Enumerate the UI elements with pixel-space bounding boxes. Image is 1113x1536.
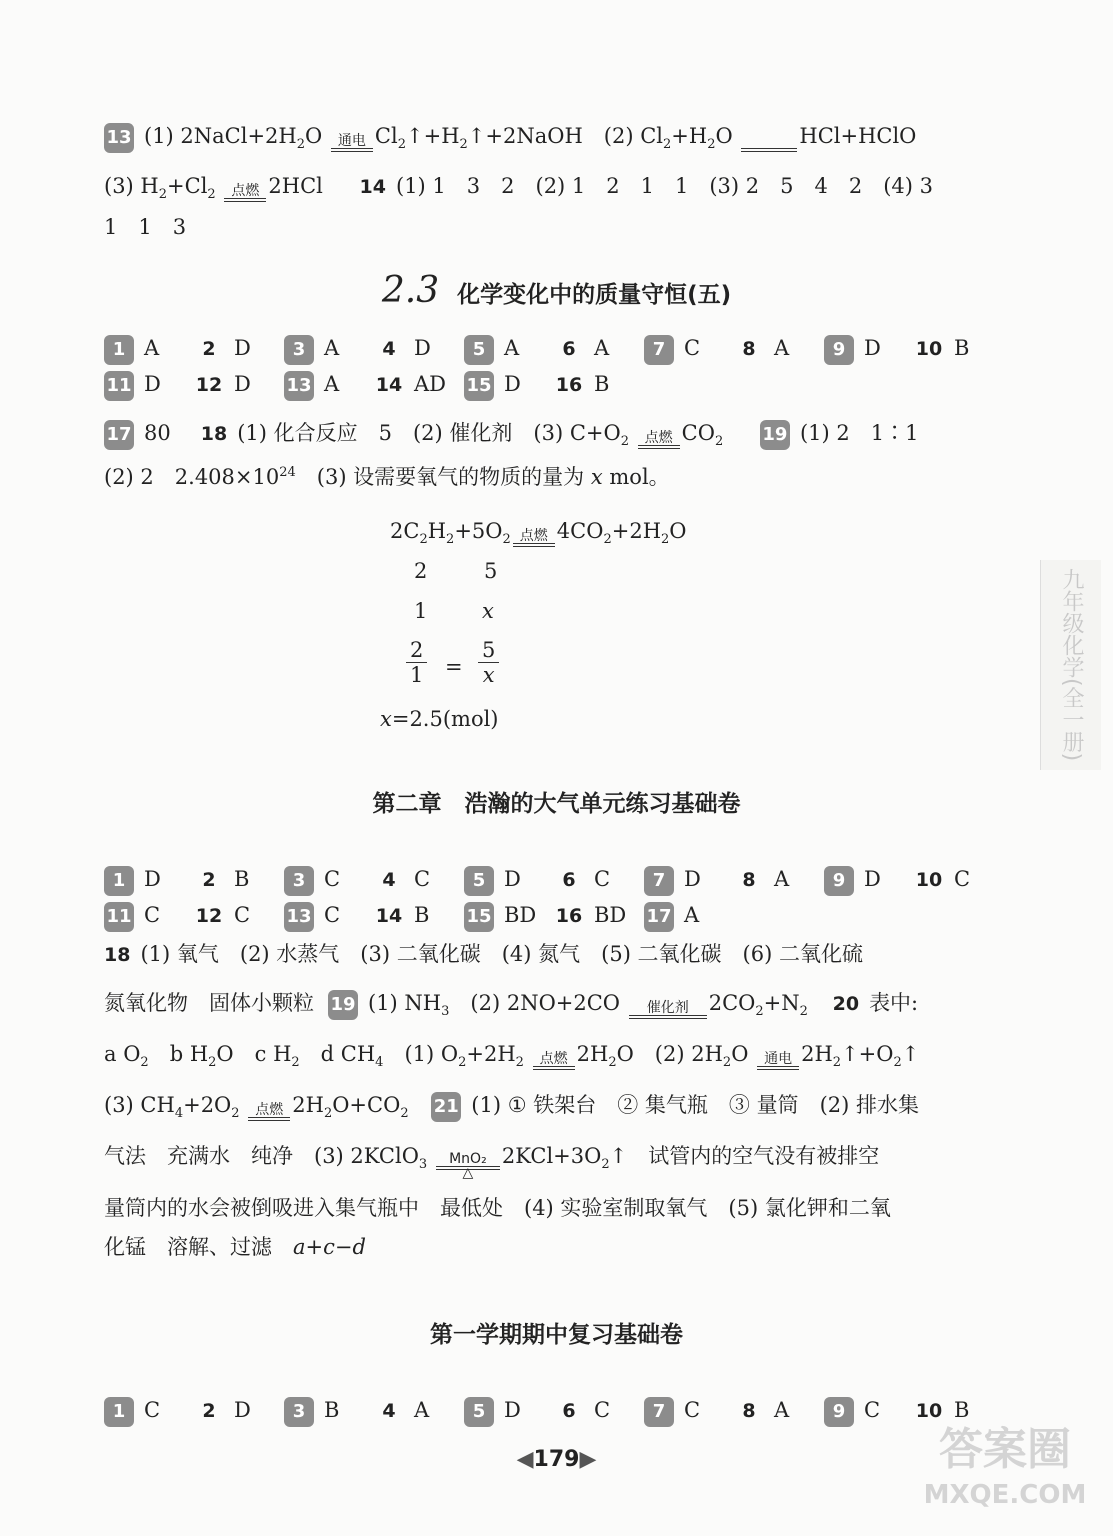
answer-cell	[824, 333, 914, 365]
answer-cell	[194, 900, 284, 931]
answer-cell	[374, 900, 464, 931]
answer-cell	[194, 369, 284, 400]
answer-choice: C	[684, 336, 701, 360]
answer-cell	[374, 333, 464, 364]
answer-choice: C	[144, 1398, 161, 1422]
answer-choice: A	[144, 336, 160, 360]
question-number: 16	[555, 374, 583, 396]
answer-cell	[644, 900, 734, 932]
question-badge: 7	[644, 1397, 674, 1427]
answer-choice: D	[864, 867, 881, 891]
question-badge: 5	[464, 335, 494, 365]
answer-line: 17 80 18 (1) 化合反应 5 (2) 催化剂 (3) $C+O_2$ 点燃 $CO_2$ 19 (1) 2 1∶1	[104, 418, 918, 457]
answer-choice: D	[234, 1398, 251, 1422]
answer-line: 18 (1) 氧气 (2) 水蒸气 (3) 二氧化碳 (4) 氮气 (5) 二氧化碳 (6) 二氧化硫	[104, 942, 863, 966]
question-badge: 3	[284, 335, 314, 365]
question-number: 8	[742, 338, 756, 360]
answer-choice: C	[234, 903, 251, 927]
calc-ratio-val-b: x	[482, 599, 494, 623]
question-number: 12	[195, 374, 223, 396]
answer-cell	[464, 1395, 554, 1427]
answer-cell	[374, 369, 464, 400]
answer-choice: C	[594, 867, 611, 891]
answer-cell	[194, 333, 284, 364]
answer-cell	[734, 1395, 824, 1426]
answer-choice: A	[684, 903, 700, 927]
triangle-right-icon: ▶	[579, 1447, 597, 1472]
answer-cell	[554, 369, 644, 400]
question-badge: 9	[824, 335, 854, 365]
question-badge: 3	[284, 1397, 314, 1427]
answer-line: 1 1 3	[104, 215, 187, 239]
question-number: 10	[915, 338, 943, 360]
answer-cell	[644, 1395, 734, 1427]
reaction-condition: 点燃	[533, 1052, 575, 1078]
answer-row	[104, 900, 734, 932]
fraction-left: $\frac{2}{1}$	[406, 638, 427, 687]
question-number: 6	[562, 869, 576, 891]
answer-cell	[914, 333, 1004, 364]
question-badge: 21	[431, 1092, 461, 1122]
question-number: 4	[382, 1400, 396, 1422]
answer-cell	[104, 1395, 194, 1427]
watermark-logo: 答案圈 MXQE.COM	[923, 1424, 1087, 1510]
reaction-condition: 通电	[331, 134, 373, 160]
question-number: 6	[562, 1400, 576, 1422]
answer-cell	[554, 333, 644, 364]
answer-choice: B	[234, 867, 250, 891]
question-number: 16	[555, 905, 583, 927]
question-number: 4	[382, 338, 396, 360]
answer-row	[104, 333, 1004, 365]
answer-choice: A	[774, 336, 790, 360]
answer-cell	[644, 864, 734, 896]
answer-choice: BD	[594, 903, 627, 927]
question-number: 8	[742, 869, 756, 891]
answer-choice: AD	[414, 372, 447, 396]
reaction-condition: 点燃	[513, 529, 555, 555]
question-number: 2	[202, 1400, 216, 1422]
answer-cell	[104, 900, 194, 932]
answer-choice: B	[594, 372, 610, 396]
question-number: 18	[200, 423, 228, 445]
question-badge: 9	[824, 1397, 854, 1427]
question-badge: 15	[464, 371, 494, 401]
answer-choice: B	[954, 336, 970, 360]
calc-ratio-val-a: 1	[414, 599, 428, 623]
answer-row	[104, 864, 1004, 896]
answer-choice: A	[774, 867, 790, 891]
question-badge: 5	[464, 1397, 494, 1427]
answer-cell	[374, 864, 464, 895]
answer-row	[104, 1395, 1004, 1427]
answer-choice: C	[324, 903, 341, 927]
answer-cell	[104, 333, 194, 365]
answer-cell	[734, 333, 824, 364]
answer-cell	[914, 864, 1004, 895]
question-number: 10	[915, 869, 943, 891]
answer-choice: D	[504, 372, 521, 396]
reaction-condition: 通电	[757, 1052, 799, 1078]
question-badge: 1	[104, 335, 134, 365]
question-badge: 11	[104, 902, 134, 932]
answer-choice: C	[864, 1398, 881, 1422]
answer-choice: D	[504, 1398, 521, 1422]
section-title: 化学变化中的质量守恒(五)	[457, 282, 732, 308]
answer-cell	[104, 369, 194, 401]
question-badge: 17	[644, 902, 674, 932]
reaction-condition: 点燃	[638, 431, 680, 457]
answer-cell	[284, 369, 374, 401]
answer-line: 化锰 溶解、过滤 a+c−d	[104, 1235, 366, 1259]
answer-cell	[464, 333, 554, 365]
answer-cell	[554, 1395, 644, 1426]
answer-choice: D	[144, 372, 161, 396]
answer-choice: D	[864, 336, 881, 360]
question-badge: 1	[104, 866, 134, 896]
answer-choice: B	[414, 903, 430, 927]
answer-cell	[194, 1395, 284, 1426]
answer-cell	[644, 333, 734, 365]
answer-choice: C	[144, 903, 161, 927]
question-number: 2	[202, 869, 216, 891]
question-badge: 1	[104, 1397, 134, 1427]
answer-choice: A	[774, 1398, 790, 1422]
answer-choice: BD	[504, 903, 537, 927]
question-number: 8	[742, 1400, 756, 1422]
answer-cell	[824, 864, 914, 896]
answer-choice: D	[414, 336, 431, 360]
answer-line: 量筒内的水会被倒吸进入集气瓶中 最低处 (4) 实验室制取氧气 (5) 氯化钾和二氧	[104, 1196, 891, 1220]
answer-line: (2) 2 $2.408\times 10^{24}$ (3) 设需要氧气的物质的量为 x mol。	[104, 465, 670, 489]
answer-cell	[284, 864, 374, 896]
answer-cell	[374, 1395, 464, 1426]
answer-choice: A	[504, 336, 520, 360]
answer-choice: D	[144, 867, 161, 891]
answer-cell	[284, 333, 374, 365]
calc-result: x=2.5(mol)	[380, 707, 499, 731]
answer-choice: D	[234, 372, 251, 396]
calc-equation: $2C_2H_2+5O_2$ 点燃 $4CO_2+2H_2O$	[390, 516, 687, 555]
answer-choice: B	[954, 1398, 970, 1422]
question-badge: 17	[104, 420, 134, 450]
question-number: 14	[359, 176, 386, 198]
question-number: 20	[832, 993, 860, 1015]
question-number: 2	[202, 338, 216, 360]
answer-choice: D	[234, 336, 251, 360]
question-badge: 3	[284, 866, 314, 896]
answer-choice: C	[684, 1398, 701, 1422]
answer-line: (3) $H_2+Cl_2$ 点燃 2HCl 14 (1) 1 3 2 (2) 1 2 1 1 (3) 2 5 4 2 (4) 3	[104, 171, 933, 210]
answer-choice: A	[594, 336, 610, 360]
answer-choice: A	[324, 372, 340, 396]
reaction-condition: 催化剂	[629, 1001, 707, 1027]
calc-ratio-coef-b: 5	[484, 559, 498, 583]
answer-cell	[734, 864, 824, 895]
question-badge: 7	[644, 335, 674, 365]
question-badge: 13	[284, 902, 314, 932]
answer-cell	[464, 369, 554, 401]
question-badge: 13	[284, 371, 314, 401]
question-number: 18	[104, 944, 131, 966]
answer-cell	[464, 864, 554, 896]
answer-cell	[554, 900, 644, 931]
answer-cell	[104, 864, 194, 896]
answer-choice: D	[684, 867, 701, 891]
question-number: 10	[915, 1400, 943, 1422]
answer-choice: C	[594, 1398, 611, 1422]
answer-choice: C	[324, 867, 341, 891]
answer-choice: A	[324, 336, 340, 360]
answer-line: (3) $CH_4+2O_2$ 点燃 $2H_2O+CO_2$ 21 (1) ① 铁架台 ② 集气瓶 ③ 量筒 (2) 排水集	[104, 1090, 919, 1129]
section-number: 2.3	[381, 270, 440, 311]
reaction-equals	[741, 134, 797, 160]
reaction-condition: MnO₂ △	[436, 1152, 500, 1180]
calc-ratio-coef-a: 2	[414, 559, 428, 583]
answer-line: a $O_2$ b $H_2O$ c $H_2$ d $CH_4$ (1) $O_2+2H_2$ 点燃 $2H_2O$ (2) $2H_2O$ 通电 $2H_2↑+O_2↑$	[104, 1039, 919, 1078]
triangle-left-icon: ◀	[516, 1447, 534, 1472]
answer-cell	[284, 900, 374, 932]
question-number: 14	[375, 374, 403, 396]
question-badge: 15	[464, 902, 494, 932]
question-number: 6	[562, 338, 576, 360]
question-badge: 7	[644, 866, 674, 896]
answer-cell	[824, 1395, 914, 1427]
question-number: 14	[375, 905, 403, 927]
reaction-condition: 点燃	[224, 184, 266, 210]
answer-line: 13 (1) $2NaCl+2H_2O$ 通电 $Cl_2↑+H_2↑+2NaOH$ (2) $Cl_2+H_2O$ HCl+HClO	[104, 121, 916, 160]
answer-cell	[284, 1395, 374, 1427]
answer-choice: D	[504, 867, 521, 891]
page-number: ◀179▶	[516, 1447, 597, 1472]
answer-cell	[464, 900, 554, 932]
question-number: 4	[382, 869, 396, 891]
answer-row	[104, 369, 644, 401]
reaction-condition: 点燃	[248, 1103, 290, 1129]
section-heading	[0, 270, 1113, 311]
answer-line: 氮氧化物 固体小颗粒 19 (1) $NH_3$ (2) 2NO+2CO 催化剂 $2CO_2+N_2$ 20 表中:	[104, 988, 918, 1027]
question-number: 12	[195, 905, 223, 927]
question-badge: 9	[824, 866, 854, 896]
answer-choice: C	[414, 867, 431, 891]
question-badge: 5	[464, 866, 494, 896]
question-badge: 19	[328, 990, 358, 1020]
section-heading: 第二章 浩瀚的大气单元练习基础卷	[372, 791, 741, 817]
answer-choice: B	[324, 1398, 340, 1422]
question-badge: 11	[104, 371, 134, 401]
question-badge: 13	[104, 123, 134, 153]
answer-cell	[194, 864, 284, 895]
fraction-right: $\frac{5}{x}$	[478, 638, 499, 687]
answer-cell	[554, 864, 644, 895]
answer-choice: A	[414, 1398, 430, 1422]
section-heading: 第一学期期中复习基础卷	[430, 1322, 683, 1348]
question-badge: 19	[760, 420, 790, 450]
side-tab: 九年级化学(全一册)	[1040, 560, 1101, 770]
answer-choice: C	[954, 867, 971, 891]
answer-line: 气法 充满水 纯净 (3) 2KClO$_3$ MnO₂ △ $2KCl+3O_2↑$ 试管内的空气没有被排空	[104, 1144, 880, 1182]
fraction-equals: =	[445, 655, 463, 679]
